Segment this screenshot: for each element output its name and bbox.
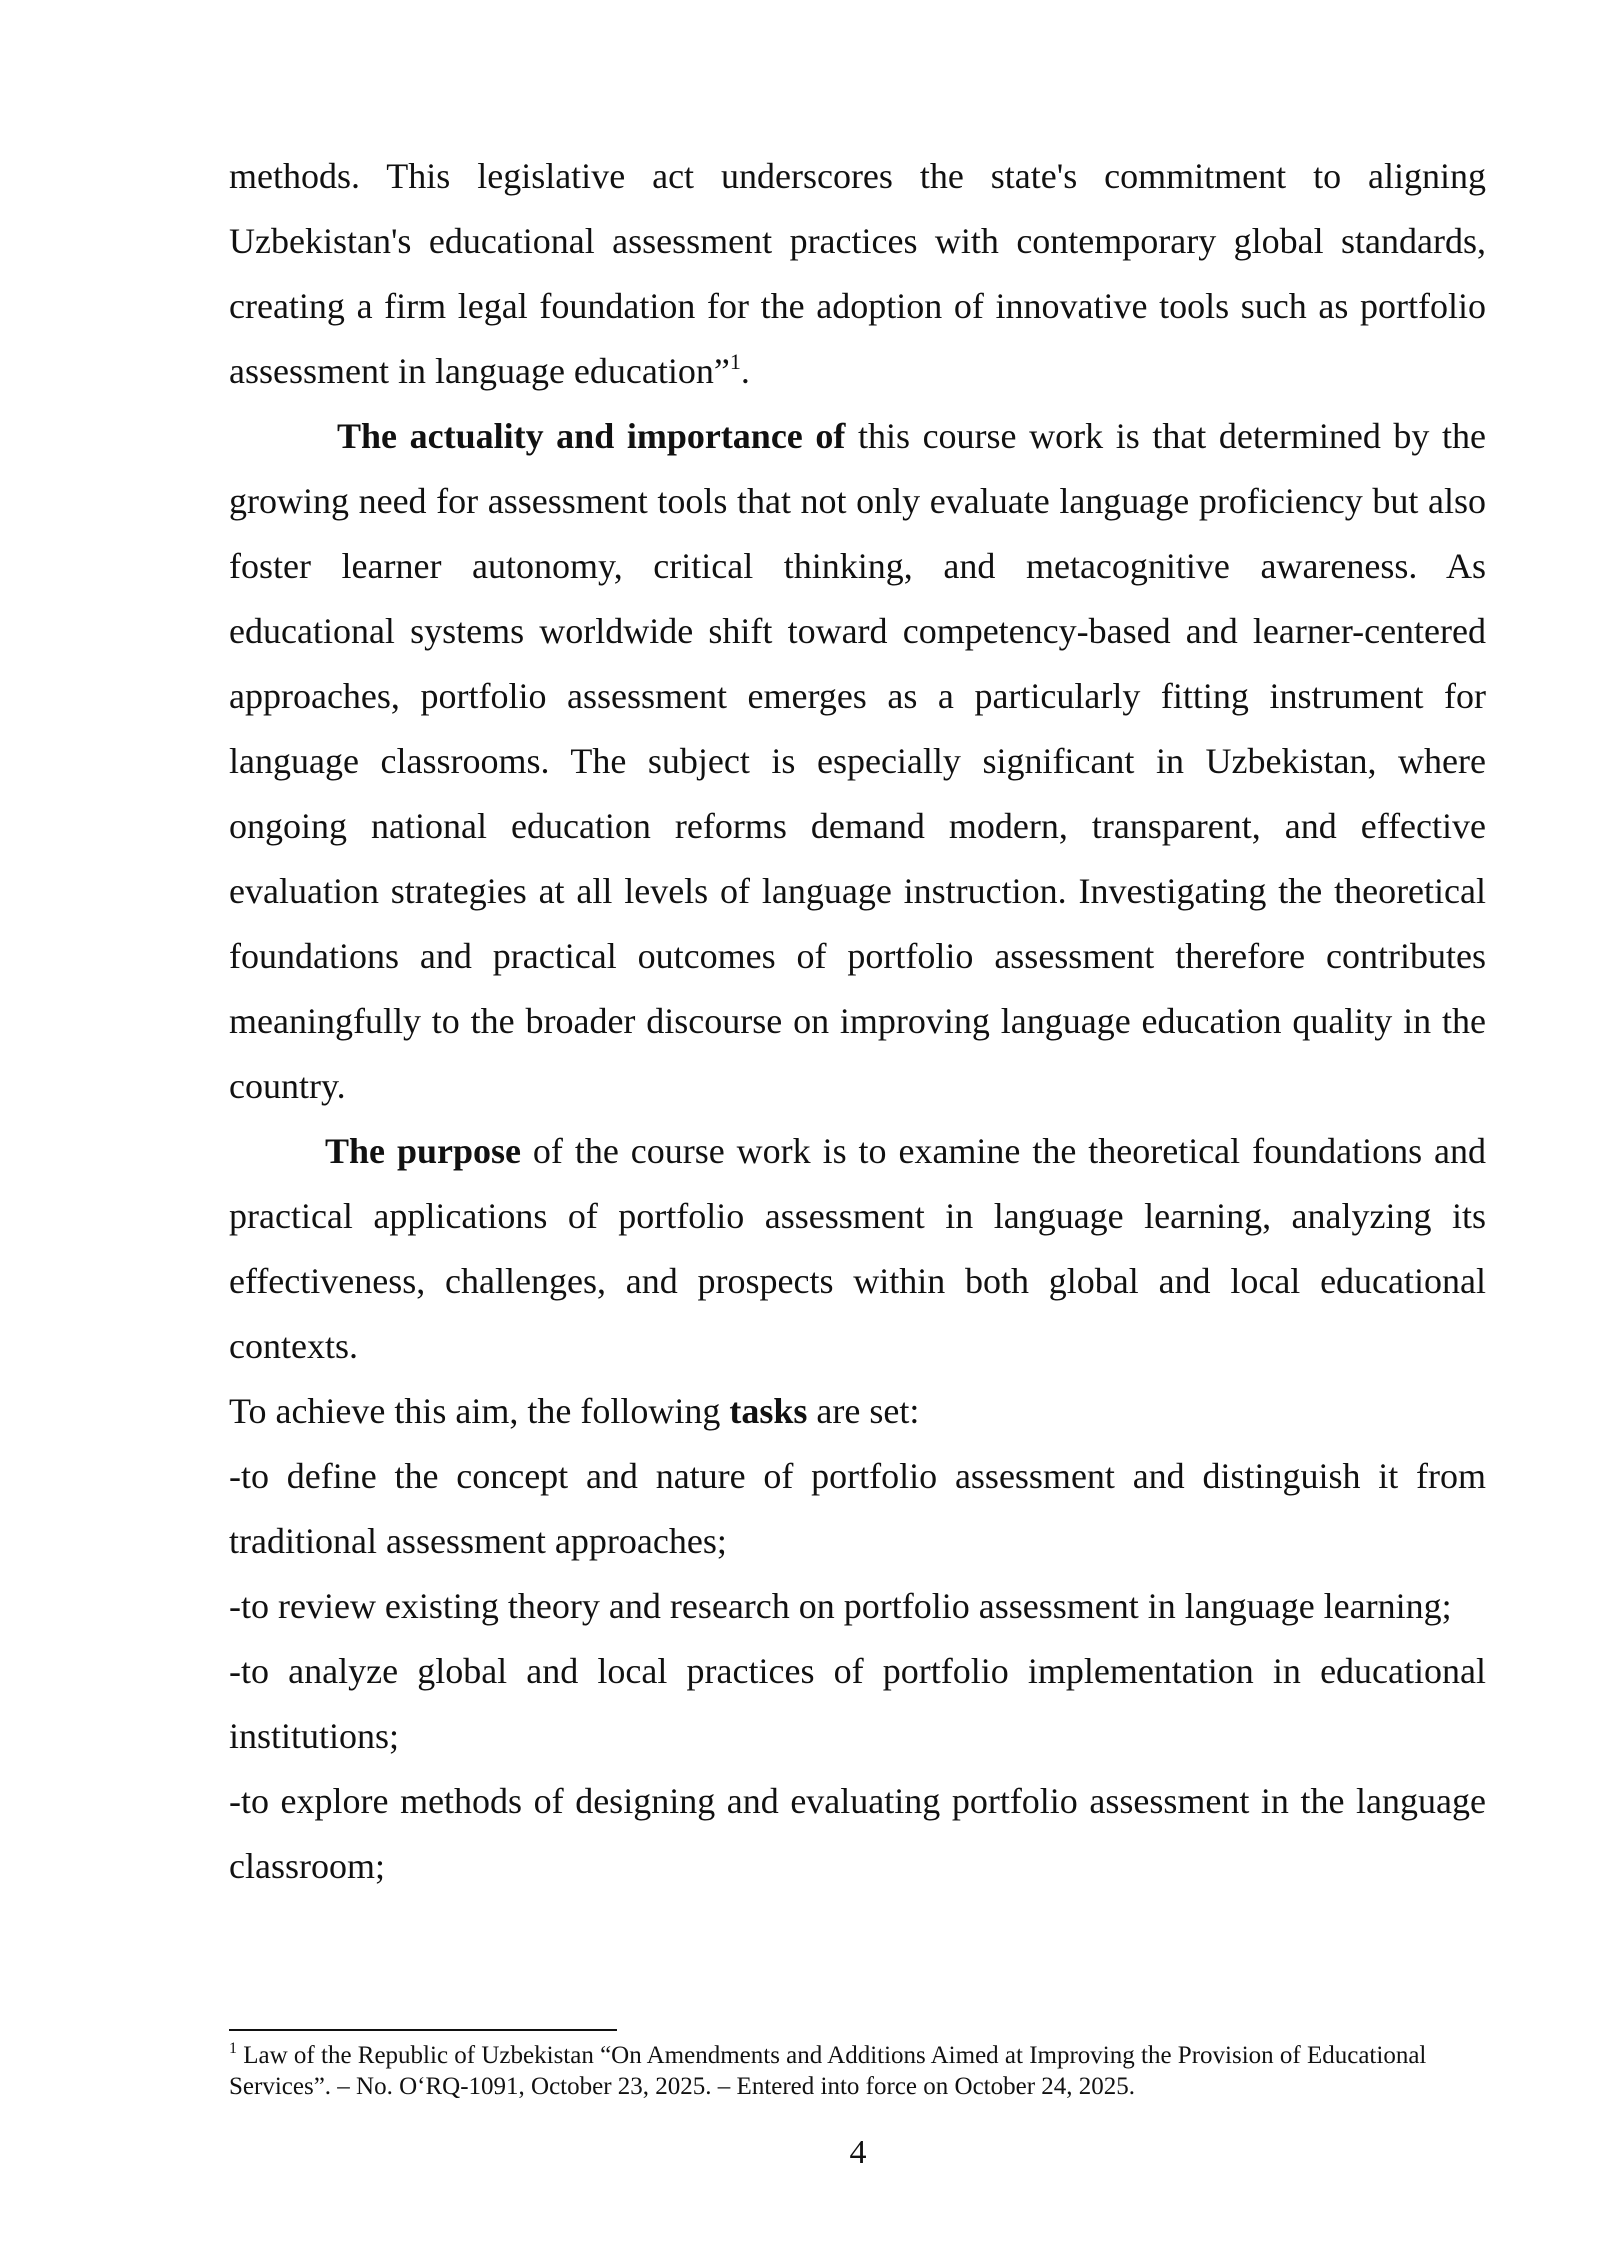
footnote-text: Law of the Republic of Uzbekistan “On Amendments and Additions Aimed at Improving the Provision of Educational Services”. – No. O‘RQ-1091, October 23, 2025. – Entered into force on October 24, 2025. [229,2042,1427,2100]
task-item: -to review existing theory and research on portfolio assessment in language learning; [229,1586,1452,1626]
paragraph-text: this course work is that determined by the growing need for assessment tools that not only evaluate language proficiency but also foster learner autonomy, critical thinking, and metacognitive awareness. As educational systems worldwide shift toward competency-based and learner-centered approaches, portfolio assessment emerges as a particularly fitting instrument for language classrooms. The subject is especially significant in Uzbekistan, where ongoing national education reforms demand modern, transparent, and effective evaluation strategies at all levels of language instruction. Investigating the theoretical foundations and practical outcomes of portfolio assessment therefore contributes meaningfully to the broader discourse on improving language education quality in the country. [229,416,1487,1106]
paragraph-actuality [229,404,1486,1119]
footnote-marker: 1 [229,2040,237,2057]
task-item: -to analyze global and local practices of portfolio implementation in educational institutions; [229,1651,1486,1756]
paragraph-purpose [229,1119,1486,1379]
paragraph-text: of the course work is to examine the theoretical foundations and practical applications of portfolio assessment in language learning, analyzing its effectiveness, challenges, and prospects within both global and local educational contexts. [229,1131,1486,1366]
paragraph-text: are set: [807,1391,920,1431]
paragraph-tasks-intro [229,1379,1486,1444]
paragraph-tail: . [740,351,750,391]
task-item: -to define the concept and nature of portfolio assessment and distinguish it from traditional assessment approaches; [229,1456,1486,1561]
footnote [229,2040,1486,2102]
tasks-keyword: tasks [729,1391,808,1431]
paragraph-heading: The purpose [325,1131,521,1171]
footnote-separator [229,2029,617,2031]
page-number: 4 [849,2134,867,2171]
footnote-reference: 1 [729,349,741,374]
paragraph-text: To achieve this aim, the following [229,1391,730,1431]
body-text [229,144,1486,1899]
task-item: -to explore methods of designing and evaluating portfolio assessment in the language classroom; [229,1781,1486,1886]
paragraph-heading: The actuality and importance of [337,416,846,456]
paragraph-text: methods. This legislative act underscores the state's commitment to aligning Uzbekistan's educational assessment practices with contemporary global standards, creating a firm legal foundation for the adoption of innovative tools such as portfolio assessment in language education” [229,156,1486,391]
paragraph-legislative-act [229,144,1486,404]
